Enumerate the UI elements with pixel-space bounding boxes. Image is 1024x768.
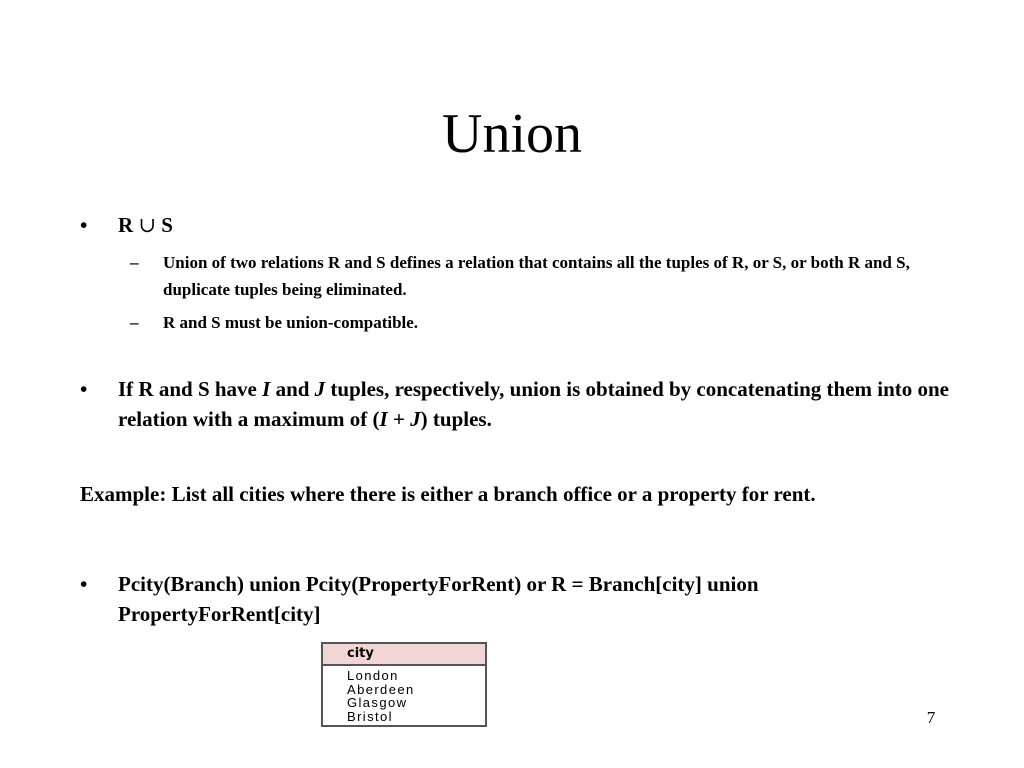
result-table (321, 642, 487, 727)
page-number: 7 (926, 708, 936, 727)
text-segment: ) tuples. (420, 407, 492, 431)
text-segment: + (387, 407, 411, 431)
union-notation (118, 210, 960, 240)
sub-bullet-compatibility (130, 309, 960, 336)
variable-j: J (314, 377, 326, 401)
text-segment: and (270, 377, 315, 401)
table-row: Glasgow (347, 695, 408, 710)
bullet-union-notation (80, 210, 960, 240)
bullet-query (80, 569, 960, 629)
variable-i: I (379, 407, 388, 431)
table-row: Bristol (347, 708, 393, 724)
text-segment: tuples, respectively, union is obtained by concatenating them into one relation with a maximum of ( (118, 377, 949, 431)
text-segment: If R and S have (118, 377, 263, 401)
sub-bullet-marker: – (130, 253, 139, 272)
variable-i: I (262, 377, 271, 401)
query-text: Pcity(Branch) union Pcity(PropertyForRent) or R = Branch[city] union PropertyForRent[city] (118, 572, 759, 626)
bullet-marker: • (80, 377, 88, 401)
slide-title: Union (442, 103, 582, 165)
table-row: London (347, 668, 399, 683)
variable-j: J (410, 407, 421, 431)
bullet-text (118, 374, 960, 434)
table-row: Aberdeen (347, 681, 415, 697)
sub-bullet-definition (130, 249, 960, 303)
bullet-tuple-count (80, 374, 960, 434)
union-symbol: ∪ (138, 213, 157, 237)
bullet-marker: • (80, 213, 88, 237)
relation-s: S (161, 213, 173, 237)
sub-bullet-text: R and S must be union-compatible. (163, 313, 419, 332)
table-header: city (323, 644, 485, 666)
sub-bullet-text: Union of two relations R and S defines a relation that contains all the tuples of R, or S, or both R and S, duplicate tuples being eliminated. (163, 253, 910, 299)
example-text: Example: List all cities where there is either a branch office or a property for rent. (80, 482, 816, 506)
relation-r: R (118, 213, 134, 237)
bullet-marker: • (80, 572, 88, 596)
sub-bullet-marker: – (130, 313, 139, 332)
table-body (323, 666, 485, 723)
